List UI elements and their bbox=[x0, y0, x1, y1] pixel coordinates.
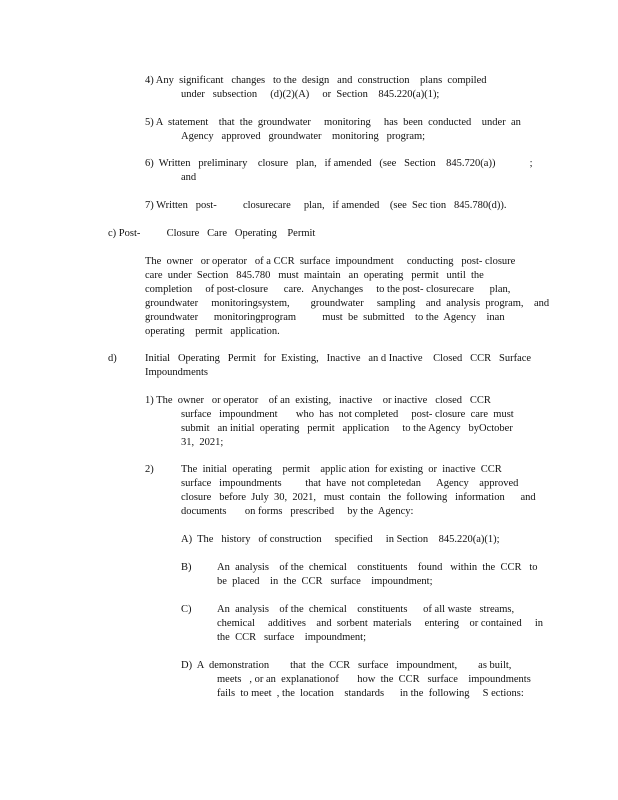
list-item-5 bbox=[145, 116, 521, 144]
section-c-line: groundwater monitoringsystem, groundwater sampling and analysis program, and bbox=[145, 298, 550, 309]
section-c-line: care under Section 845.780 must maintain an operating permit until the bbox=[145, 270, 484, 281]
section-d-item-2-line: surface impoundments that have not completedan Agency approved bbox=[181, 478, 519, 489]
subitem-b bbox=[217, 561, 538, 589]
subitem-c-label: C) bbox=[181, 604, 192, 615]
section-d-item-2 bbox=[181, 463, 536, 519]
section-d-item-1 bbox=[145, 394, 514, 450]
section-d-item-2-line: The initial operating permit applic ation for existing or inactive CCR bbox=[181, 464, 502, 475]
subitem-c-line: the CCR surface impoundment; bbox=[217, 632, 367, 643]
list-item-6-line1: 6) Written preliminary closure plan, if amended (see Section 845.720(a)) ; bbox=[145, 158, 533, 169]
subitem-b-label: B) bbox=[181, 562, 192, 573]
list-item-6 bbox=[145, 157, 533, 185]
subitem-d bbox=[181, 659, 531, 701]
section-d-item-1-line: 31, 2021; bbox=[181, 437, 224, 448]
section-c-heading: c) Post- Closure Care Operating Permit bbox=[108, 228, 316, 239]
section-d-item-1-line1: 1) The owner or operator of an existing, inactive or inactive closed CCR bbox=[145, 395, 491, 406]
section-c-line: completion of post-closure care. Anychanges to the post- closurecare plan, bbox=[145, 284, 511, 295]
subitem-d-line: fails to meet , the location standards in the following S ections: bbox=[217, 688, 524, 699]
section-c-line: The owner or operator of a CCR surface impoundment conducting post- closure bbox=[145, 256, 516, 267]
subitem-d-line: meets , or an explanationof how the CCR surface impoundments bbox=[217, 674, 531, 685]
section-c-paragraph bbox=[145, 255, 549, 339]
list-item-6-line2: and bbox=[181, 172, 197, 183]
section-d-label: d) bbox=[108, 353, 117, 364]
list-item-4 bbox=[145, 74, 486, 102]
section-c-line: groundwater monitoringprogram must be submitted to the Agency inan bbox=[145, 312, 505, 323]
section-d-item-2-line: documents on forms prescribed by the Agency: bbox=[181, 506, 414, 517]
subitem-b-line: be placed in the CCR surface impoundment; bbox=[217, 576, 433, 587]
subitem-c-line: chemical additives and sorbent materials entering or contained in bbox=[217, 618, 543, 629]
subitem-d-line1: D) A demonstration that the CCR surface impoundment, as built, bbox=[181, 660, 512, 671]
section-d-heading-line2: Impoundments bbox=[145, 367, 208, 378]
section-c-line: operating permit application. bbox=[145, 326, 280, 337]
list-item-4-line2: under subsection (d)(2)(A) or Section 845.220(a)(1); bbox=[181, 89, 440, 100]
list-item-7-line1: 7) Written post- closurecare plan, if amended (see Sec tion 845.780(d)). bbox=[145, 200, 507, 211]
subitem-c-line: An analysis of the chemical constituents of all waste streams, bbox=[217, 604, 515, 615]
section-d-item-2-label: 2) bbox=[145, 464, 154, 475]
section-d-heading bbox=[145, 352, 531, 380]
list-item-4-line1: 4) Any significant changes to the design and construction plans compiled bbox=[145, 75, 487, 86]
section-d-item-1-line: surface impoundment who has not completed post- closure care must bbox=[181, 409, 514, 420]
subitem-b-line: An analysis of the chemical constituents found within the CCR to bbox=[217, 562, 538, 573]
section-d-item-2-line: closure before July 30, 2021, must contain the following information and bbox=[181, 492, 536, 503]
list-item-5-line1: 5) A statement that the groundwater monitoring has been conducted under an bbox=[145, 117, 521, 128]
subitem-c bbox=[217, 603, 543, 645]
list-item-7 bbox=[145, 199, 507, 213]
list-item-5-line2: Agency approved groundwater monitoring program; bbox=[181, 131, 426, 142]
section-d-item-1-line: submit an initial operating permit application to the Agency byOctober bbox=[181, 423, 513, 434]
section-d-heading-line1: Initial Operating Permit for Existing, Inactive an d Inactive Closed CCR Surface bbox=[145, 353, 532, 364]
subitem-a: A) The history of construction specified in Section 845.220(a)(1); bbox=[181, 534, 500, 545]
